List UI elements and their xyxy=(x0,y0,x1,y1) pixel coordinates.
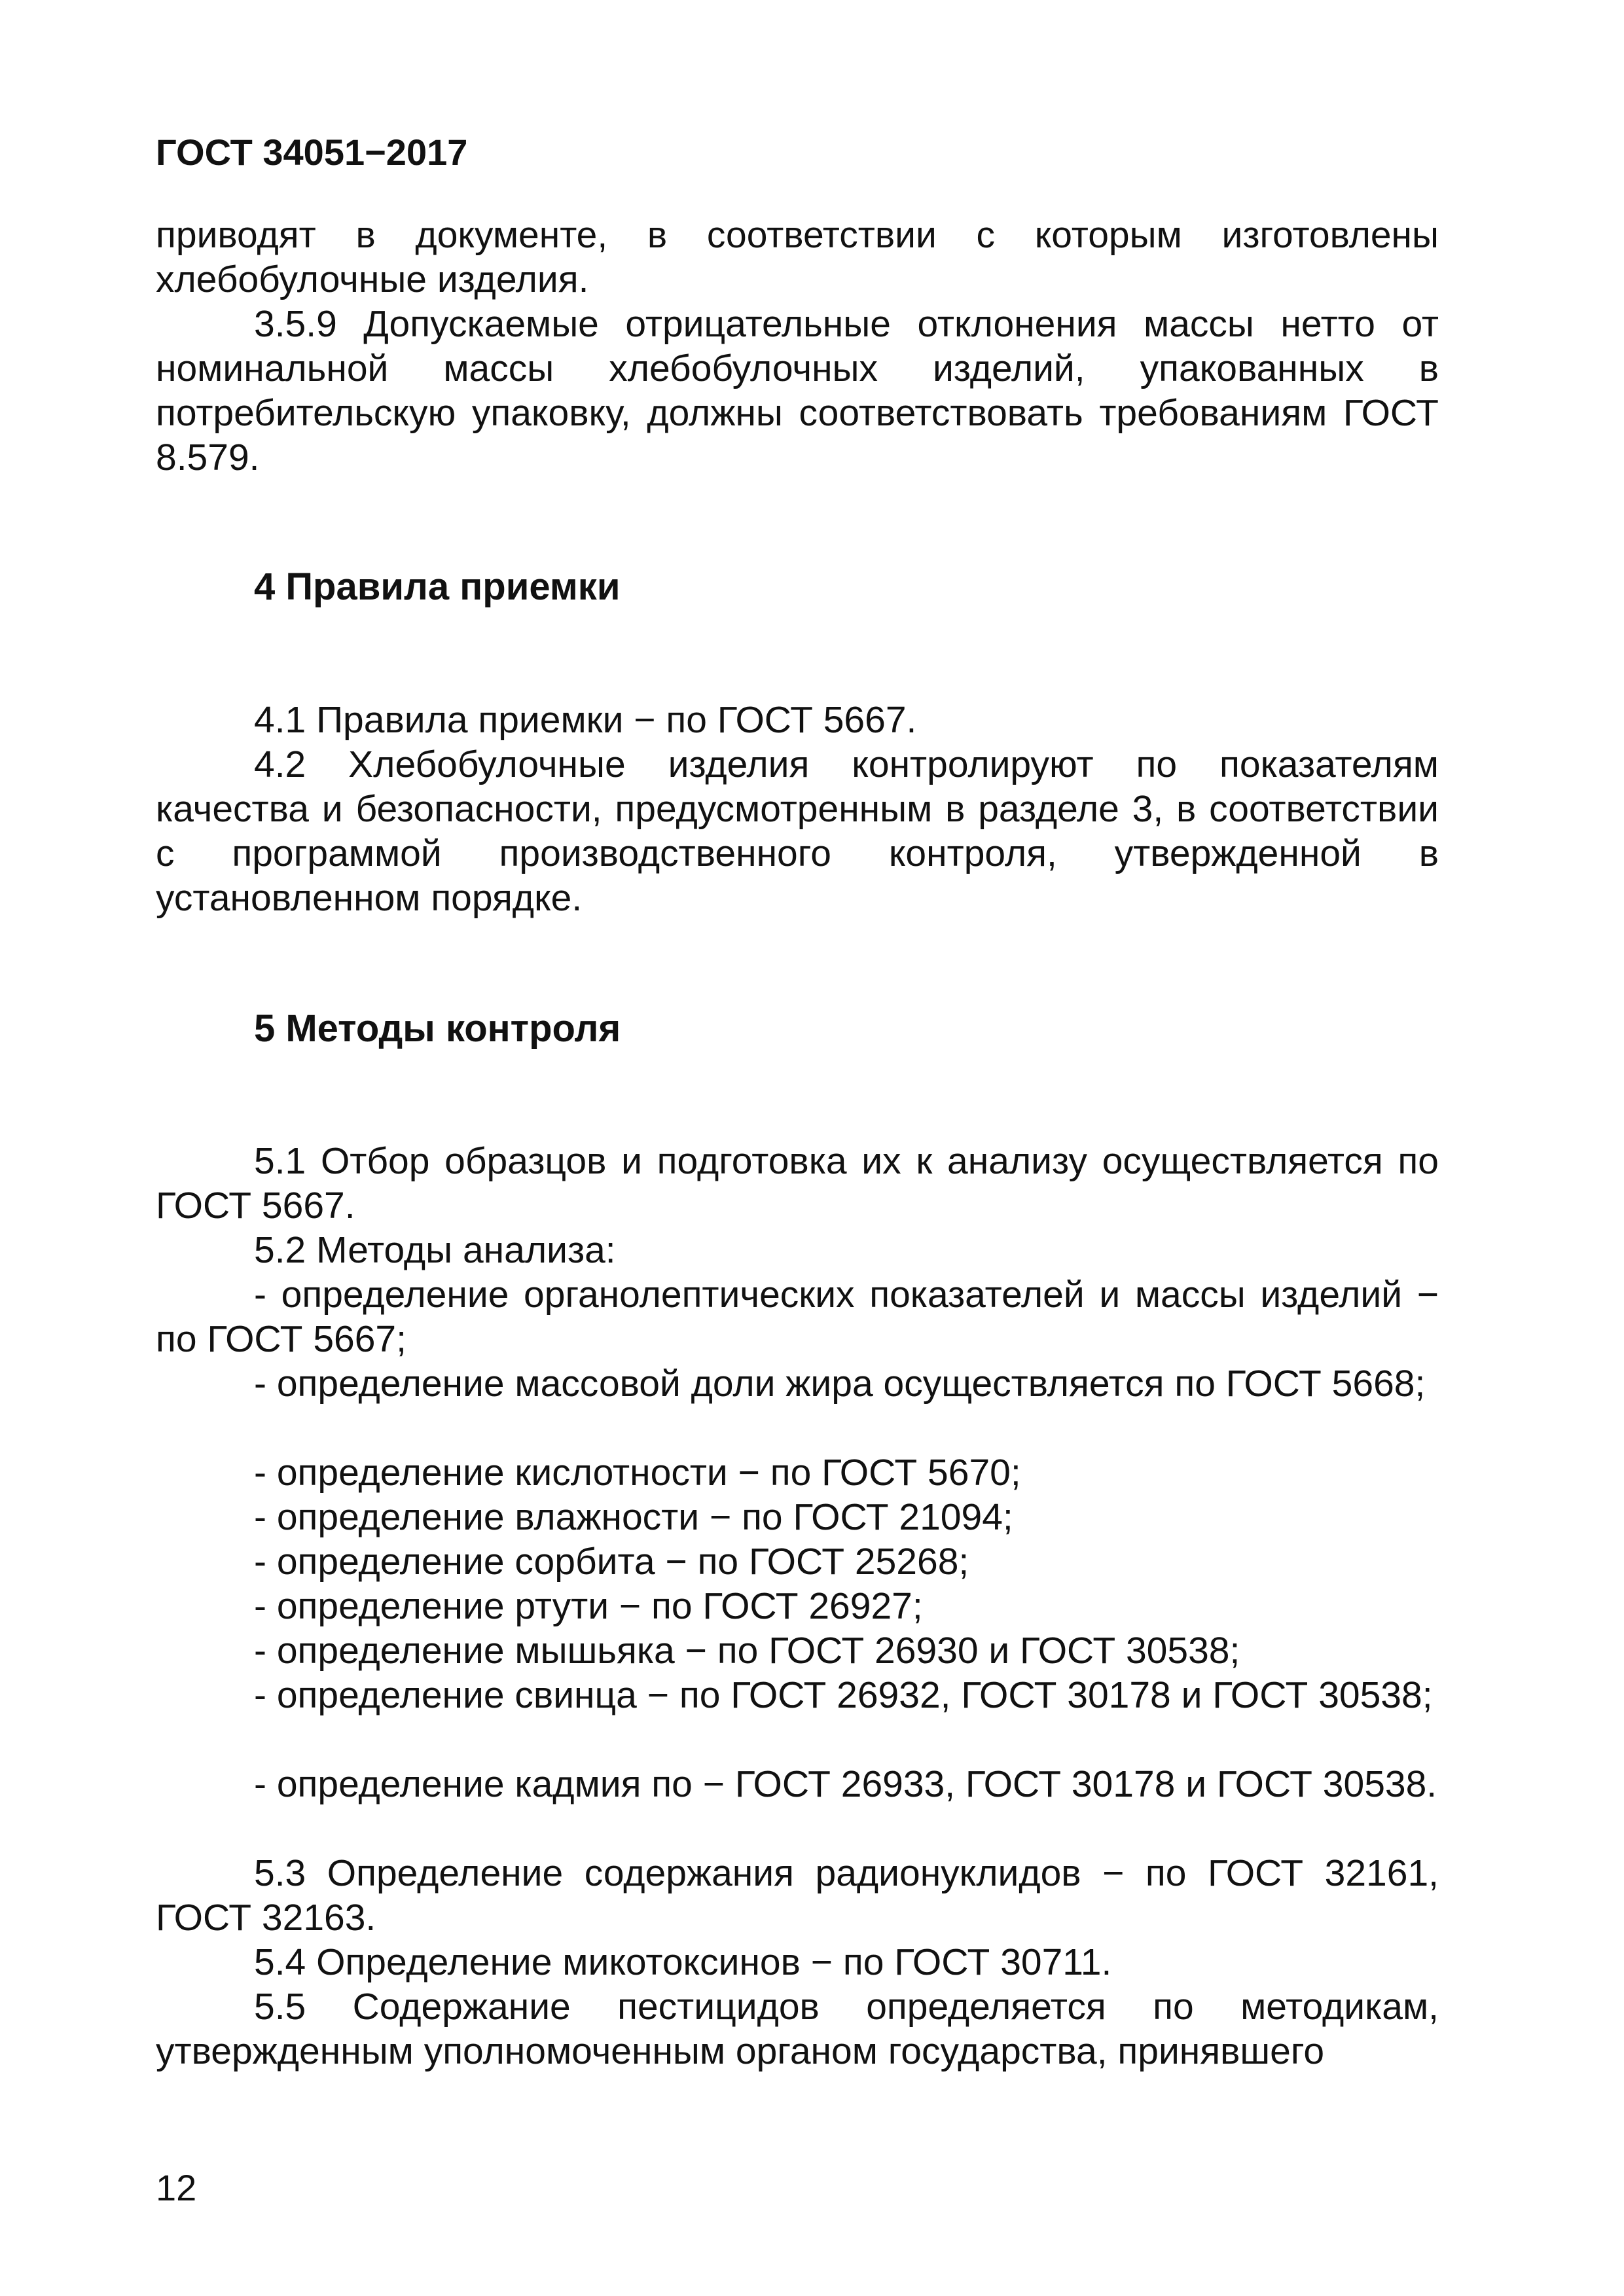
method-cadmium: - определение кадмия по − ГОСТ 26933, ГОСТ 30178 и ГОСТ 30538. xyxy=(254,1763,1437,1805)
standard-designation: ГОСТ 34051−2017 xyxy=(156,132,468,173)
method-moisture: - определение влажности − по ГОСТ 21094; xyxy=(254,1496,1013,1538)
paragraph-3-5-9: 3.5.9 Допускаемые отрицательные отклонения массы нетто от номинальной массы хлебобулочных изделий, упакованных в потребительскую упаковку, должны соответствовать требованиям ГОСТ 8.579. xyxy=(156,303,1439,478)
paragraph-5-1: 5.1 Отбор образцов и подготовка их к анализу осуществляется по ГОСТ 5667. xyxy=(156,1140,1439,1227)
method-acidity: - определение кислотности − по ГОСТ 5670; xyxy=(254,1452,1021,1494)
paragraph-continuation: приводят в документе, в соответствии с которым изготовлены хлебобулочные изделия. xyxy=(156,214,1439,300)
method-sorbitol: - определение сорбита − по ГОСТ 25268; xyxy=(254,1541,969,1583)
method-lead: - определение свинца − по ГОСТ 26932, ГОСТ 30178 и ГОСТ 30538; xyxy=(254,1674,1433,1716)
paragraph-5-5: 5.5 Содержание пестицидов определяется по методикам, утвержденным уполномоченным органом государства, принявшего xyxy=(156,1986,1439,2072)
method-organoleptic: - определение органолептических показателей и массы изделий − по ГОСТ 5667; xyxy=(156,1274,1439,1360)
section-5-heading: 5 Методы контроля xyxy=(254,1007,621,1050)
paragraph-5-3: 5.3 Определение содержания радионуклидов − по ГОСТ 32161, ГОСТ 32163. xyxy=(156,1852,1439,1939)
paragraph-5-2: 5.2 Методы анализа: xyxy=(254,1229,616,1271)
paragraph-5-4: 5.4 Определение микотоксинов − по ГОСТ 30711. xyxy=(254,1941,1112,1983)
section-4-heading: 4 Правила приемки xyxy=(254,565,621,608)
paragraph-4-1: 4.1 Правила приемки − по ГОСТ 5667. xyxy=(254,699,917,741)
method-arsenic: - определение мышьяка − по ГОСТ 26930 и ГОСТ 30538; xyxy=(254,1630,1240,1672)
method-mercury: - определение ртути − по ГОСТ 26927; xyxy=(254,1585,923,1627)
method-fat: - определение массовой доли жира осуществляется по ГОСТ 5668; xyxy=(254,1363,1426,1405)
paragraph-4-2: 4.2 Хлебобулочные изделия контролируют по показателям качества и безопасности, предусмотренным в разделе 3, в соответствии с программой производственного контроля, утвержденной в установленном порядке. xyxy=(156,744,1439,919)
page-number: 12 xyxy=(156,2167,197,2208)
